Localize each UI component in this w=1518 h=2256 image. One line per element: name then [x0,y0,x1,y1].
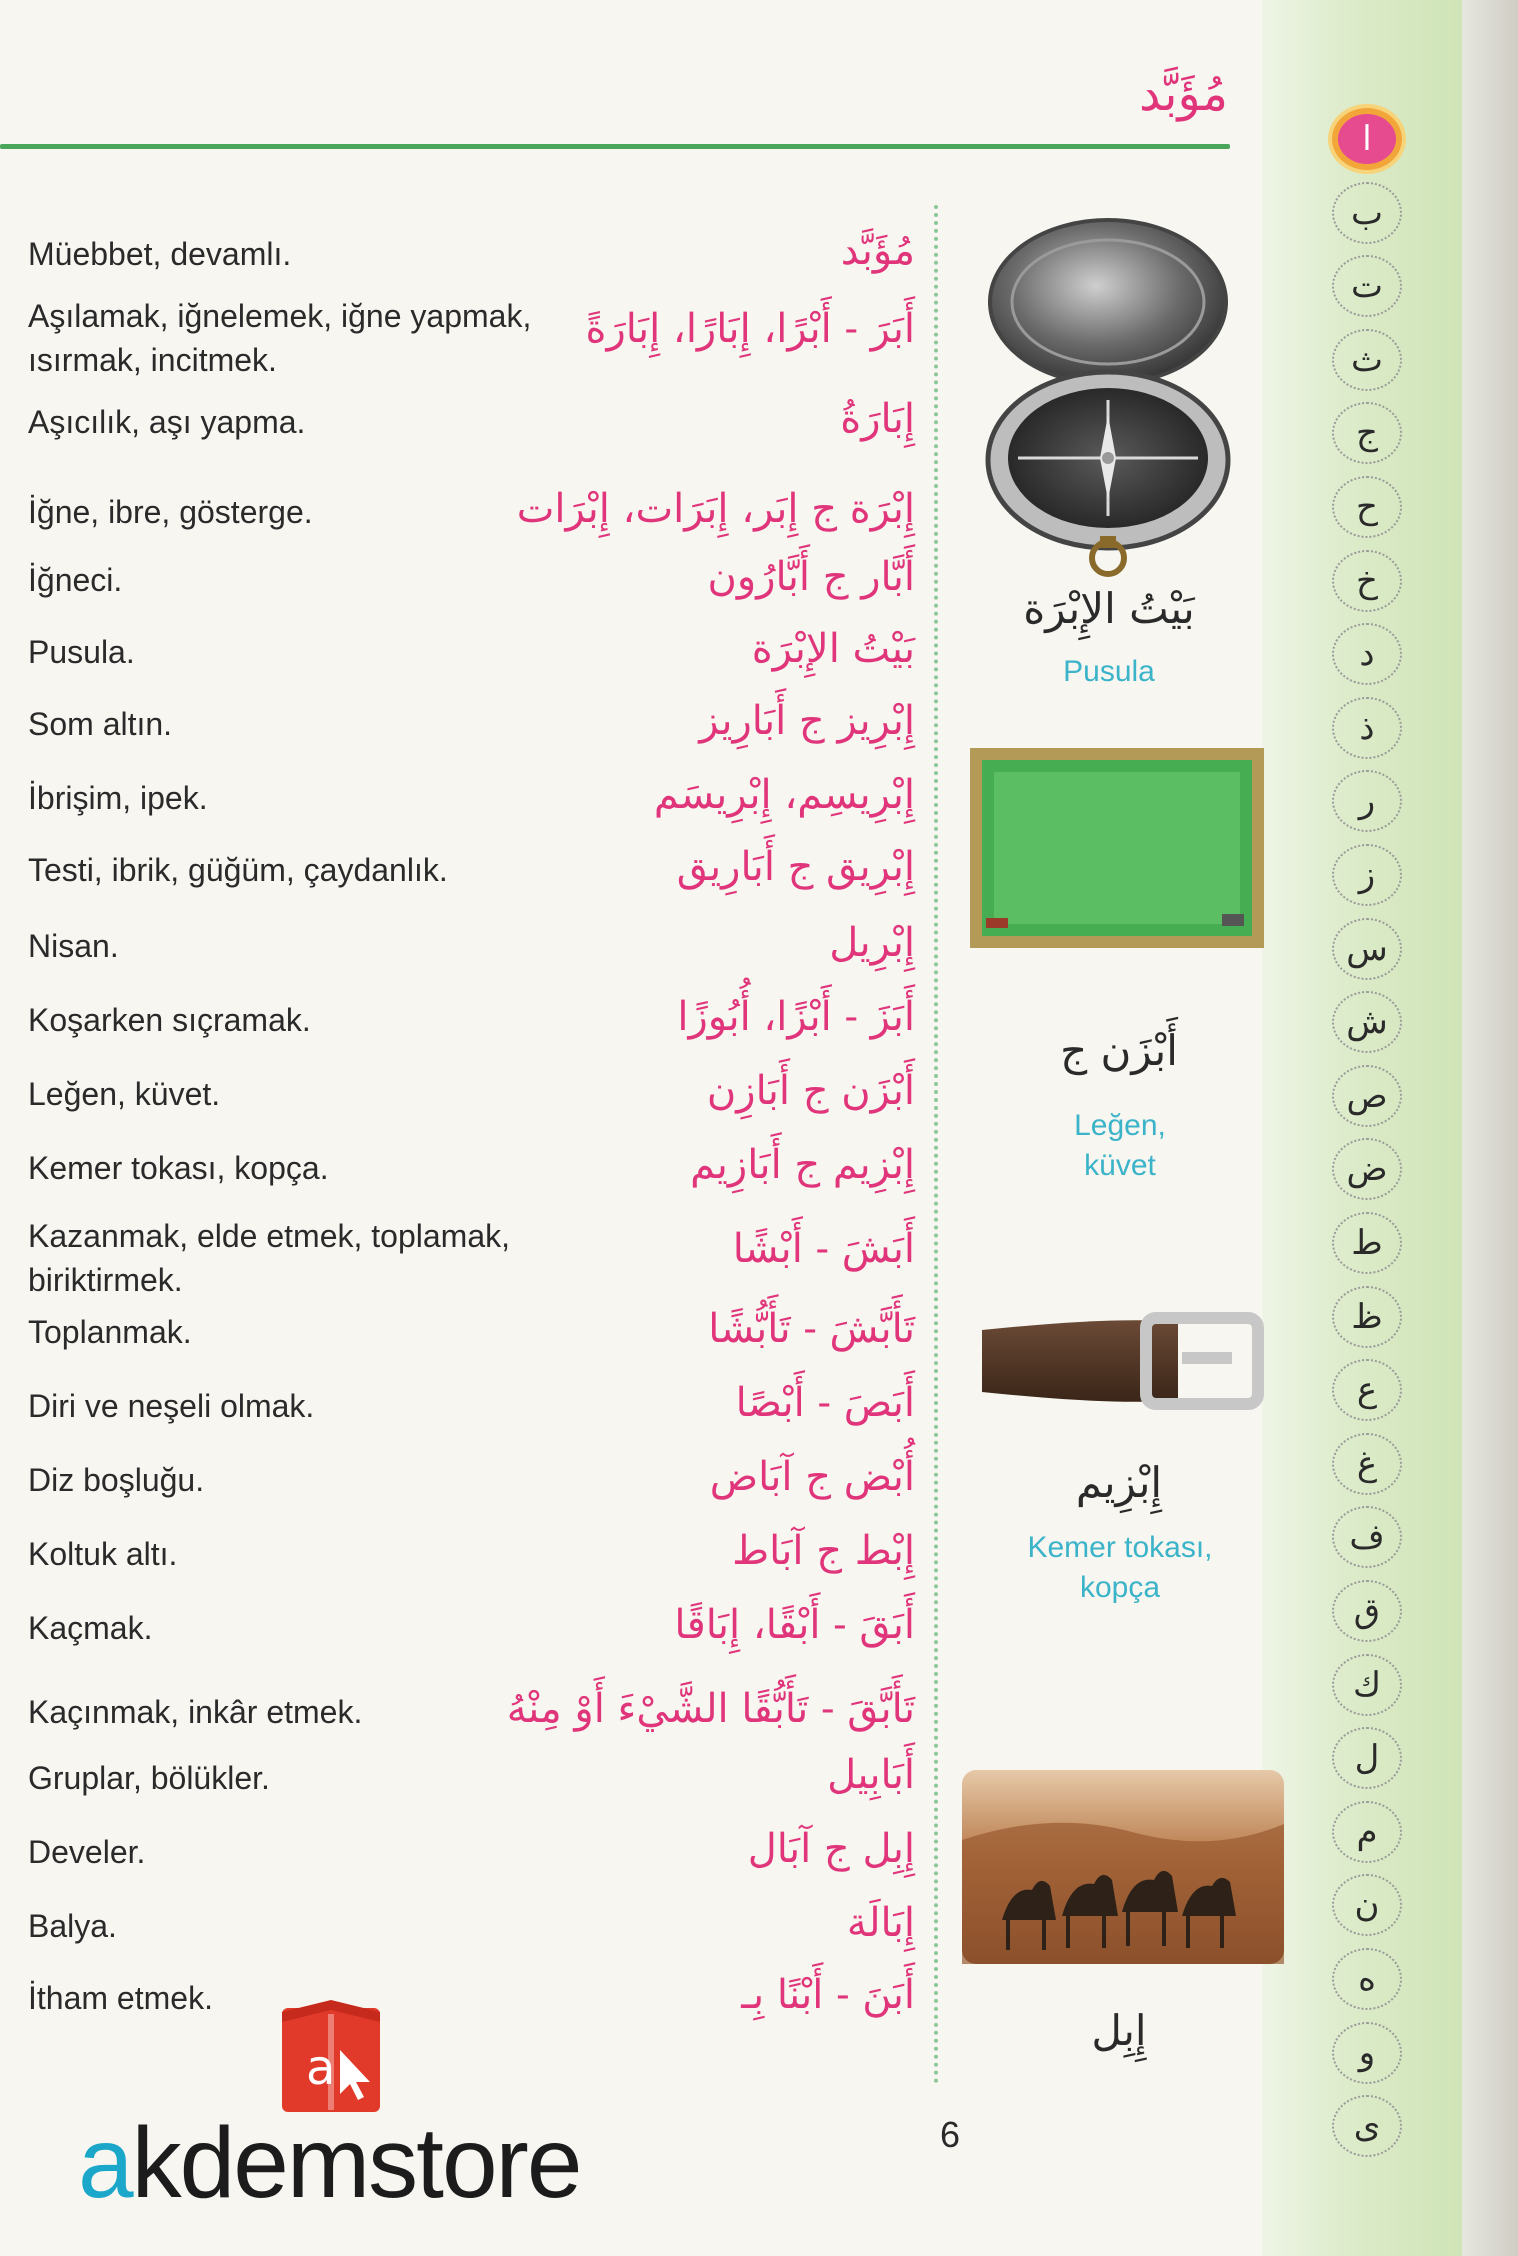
entry-translation: Gruplar, bölükler. [28,1760,270,1796]
store-logo [78,1998,598,2219]
compass-caption: Pusula [1063,655,1155,688]
alphabet-letter-tab[interactable]: ك [1332,1654,1402,1716]
entry-translation: Leğen, küvet. [28,1076,221,1112]
entry-translation: Pusula. [28,634,135,670]
alphabet-letter-tab[interactable]: ل [1332,1727,1402,1789]
entry-arabic: أَبَزَ - أَبْزًا، أُبُوزًا [677,994,915,1040]
alphabet-letter-tab[interactable]: ر [1332,770,1402,832]
entry-translation: Testi, ibrik, güğüm, çaydanlık. [28,852,448,888]
alphabet-letter-tab[interactable]: ظ [1332,1286,1402,1348]
alphabet-letter-tab[interactable]: ا [1332,108,1402,170]
alphabet-letter-tab[interactable]: ه [1332,1948,1402,2010]
svg-text:a: a [306,2040,336,2096]
entry-translation: Kaçmak. [28,1610,153,1646]
page-number: 6 [940,2114,961,2155]
entry-arabic: أَبَشَ - أَبْشًا [732,1226,915,1272]
entry-translation: Balya. [28,1908,117,1944]
column-divider [934,205,938,2085]
entry-translation: Aşıcılık, aşı yapma. [28,404,306,440]
belt-caption-arabic: إِبْزِيم [1075,1458,1163,1507]
entry-translation: Kemer tokası, kopça. [28,1150,329,1186]
entry-arabic: أَبَنَ - أَبْنًا بِـ [741,1972,915,2018]
entry-translation: Diri ve neşeli olmak. [28,1388,315,1424]
entry-arabic: إِبْرِيق ج أَبَارِيق [676,844,915,890]
entry-translation: İtham etmek. [28,1980,213,2016]
basin-picture [968,746,1266,950]
entry-translation: Toplanmak. [28,1314,192,1350]
entry-translation: Nisan. [28,928,119,964]
entry-arabic: أَبَرَ - أَبْرًا، إِبَارًا، إِبَارَةً [585,306,915,352]
header-rule [0,144,1230,149]
belt-caption: Kemer tokası, kopça [1027,1531,1213,1604]
belt-picture [978,1308,1264,1414]
alphabet-letter-tab[interactable]: ى [1332,2095,1402,2157]
entry-translation: Kazanmak, elde etmek, toplamak, biriktirmek. [28,1218,511,1298]
entry-arabic: إِبْرَة ج إِبَر، إِبَرَات، إِبْرَات [516,486,915,532]
alphabet-letter-tab[interactable]: س [1332,918,1402,980]
entry-arabic: إِبْط ج آبَاط [732,1528,915,1574]
alphabet-letter-tab[interactable]: د [1332,623,1402,685]
entry-arabic: تَأَبَّقَ - تَأَبُّقًا الشَّيْءَ أَوْ مِنْهُ [506,1686,915,1732]
entry-arabic: إِبَارَةُ [840,396,915,442]
alphabet-letter-tab[interactable]: ذ [1332,697,1402,759]
alphabet-letter-tab[interactable]: ع [1332,1359,1402,1421]
entry-translation: Develer. [28,1834,146,1870]
alphabet-letter-tab[interactable]: ت [1332,255,1402,317]
page-edge [1462,0,1518,2256]
entry-translation: Som altın. [28,706,173,742]
entry-translation: Koltuk altı. [28,1536,178,1572]
entry-arabic: إِبِل ج آبَال [747,1826,915,1872]
running-head-word: مُؤَبَّد [1138,66,1228,122]
entry-arabic: مُؤَبَّد [840,228,915,274]
entry-arabic: أُبْض ج آبَاض [709,1454,915,1500]
alphabet-letter-tab[interactable]: غ [1332,1433,1402,1495]
alphabet-letter-tab[interactable]: ش [1332,991,1402,1053]
alphabet-letter-tab[interactable]: ط [1332,1212,1402,1274]
compass-caption-arabic: بَيْتُ الإِبْرَة [1023,584,1195,633]
entry-arabic: أَبَقَ - أَبْقًا، إِبَاقًا [674,1602,915,1648]
entry-arabic: تَأَبَّشَ - تَأَبُّشًا [708,1306,915,1352]
entry-translation: İğne, ibre, gösterge. [28,494,313,530]
alphabet-letter-tab[interactable]: ث [1332,329,1402,391]
entry-translation: Koşarken sıçramak. [28,1002,311,1038]
alphabet-letter-tab[interactable]: خ [1332,550,1402,612]
alphabet-letter-tab[interactable]: و [1332,2022,1402,2084]
entry-arabic: إِبْرِيسِم، إِبْرِيسَم [653,772,915,818]
alphabet-letter-tab[interactable]: ق [1332,1580,1402,1642]
entry-translation: Diz boşluğu. [28,1462,205,1498]
entry-arabic: إِبْزِيم ج أَبَازِيم [690,1142,915,1188]
entry-translation: İbrişim, ipek. [28,780,208,816]
book-cursor-icon [276,1998,386,2116]
camels-caption-arabic: إِبِل [1091,2006,1147,2055]
alphabet-letter-tab[interactable]: ج [1332,402,1402,464]
alphabet-letter-tab[interactable]: ص [1332,1065,1402,1127]
alphabet-letter-tab[interactable]: ض [1332,1138,1402,1200]
basin-caption: Leğen, küvet [1074,1109,1166,1182]
compass-picture [978,210,1240,580]
alphabet-letter-tab[interactable]: ن [1332,1874,1402,1936]
alphabet-letter-tab[interactable]: ح [1332,476,1402,538]
entry-arabic: أَبَّار ج أَبَّارُون [707,554,915,600]
entry-arabic: أَبْزَن ج أَبَازِن [706,1068,915,1114]
camels-picture [962,1770,1284,1964]
entry-arabic: بَيْتُ الإِبْرَة [751,626,915,672]
alphabet-letter-tab[interactable]: ف [1332,1506,1402,1568]
entry-arabic: إِبْرِيز ج أَبَارِيز [699,698,915,744]
entry-translation: İğneci. [28,562,123,598]
entry-arabic: أَبَصَ - أَبْصًا [735,1380,915,1426]
entry-arabic: إِبْرِيل [829,920,915,966]
entry-translation: Aşılamak, iğnelemek, iğne yapmak, ısırmak, incitmek. [28,298,532,378]
alphabet-letter-tab[interactable]: م [1332,1801,1402,1863]
entry-arabic: إِبَالَة [846,1900,915,1946]
alphabet-letter-tab[interactable]: ب [1332,182,1402,244]
alphabet-letter-tab[interactable]: ز [1332,844,1402,906]
entry-translation: Müebbet, devamlı. [28,236,292,272]
logo-wordmark: akdemstore [78,2107,581,2219]
entry-arabic: أَبَابِيل [827,1752,915,1798]
entry-translation: Kaçınmak, inkâr etmek. [28,1694,363,1730]
basin-caption-arabic: أَبْزَن ج [1060,1026,1178,1075]
